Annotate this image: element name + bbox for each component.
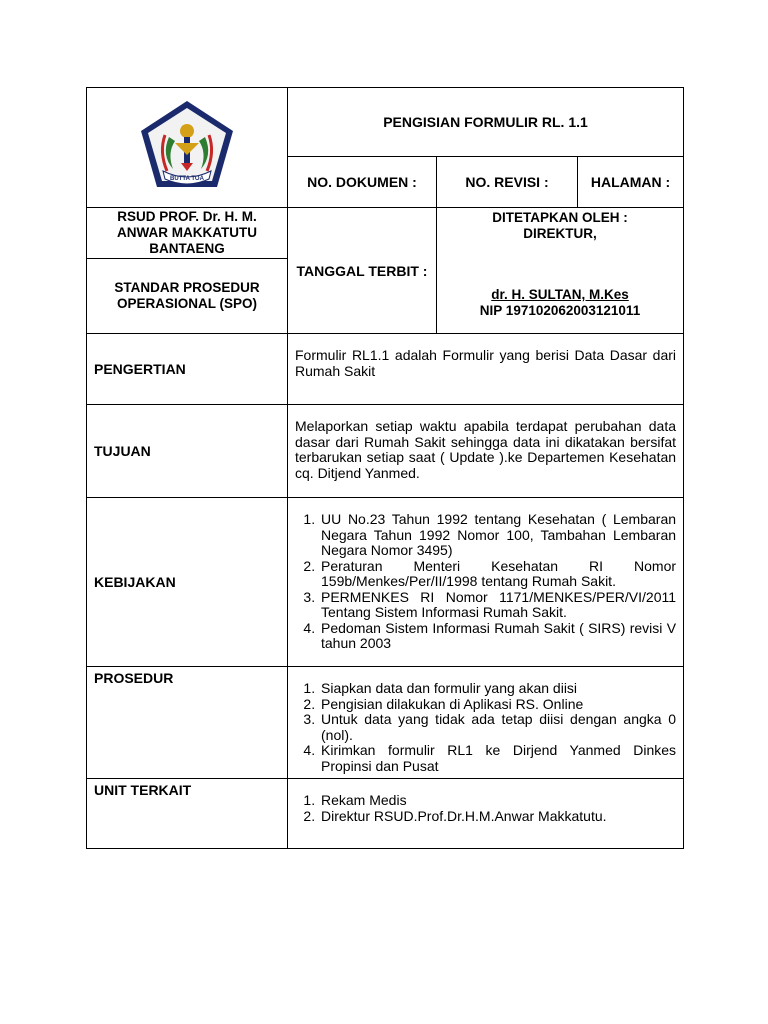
kebijakan-label: KEBIJAKAN: [87, 498, 288, 667]
director-nip: NIP 197102062003121011: [479, 303, 641, 318]
pengertian-label: PENGERTIAN: [87, 334, 288, 405]
signature-space: [437, 242, 683, 282]
list-item: 1. Rekam Medis: [319, 793, 676, 809]
ditetapkan-cell: [437, 208, 684, 334]
spo-title: [87, 259, 288, 334]
tanggal-terbit-label: TANGGAL TERBIT :: [288, 208, 437, 334]
unit-list-cell: [288, 779, 684, 849]
list-item: 1. Siapkan data dan formulir yang akan diisi: [319, 681, 676, 697]
list-item: 2. Peraturan Menteri Kesehatan RI Nomor 159b/Menkes/Per/II/1998 tentang Rumah Sakit.: [319, 559, 676, 590]
spo-line-2: OPERASIONAL (SPO): [116, 296, 258, 311]
kebijakan-list-cell: [288, 498, 684, 667]
prosedur-list-cell: [288, 667, 684, 779]
unit-terkait-list: [295, 793, 676, 824]
prosedur-list: [295, 681, 676, 774]
spo-line-1: STANDAR PROSEDUR: [114, 280, 260, 295]
tujuan-label: TUJUAN: [87, 405, 288, 498]
list-item: 4. Kirimkan formulir RL1 ke Dirjend Yanmed Dinkes Propinsi dan Pusat: [319, 743, 676, 774]
list-item: 3. PERMENKES RI Nomor 1171/MENKES/PER/VI/2011 Tentang Sistem Informasi Rumah Sakit.: [319, 590, 676, 621]
spo-document: [86, 87, 683, 849]
prosedur-label: PROSEDUR: [87, 667, 288, 779]
list-item: 2. Direktur RSUD.Prof.Dr.H.M.Anwar Makkatutu.: [319, 809, 676, 825]
list-item: 2. Pengisian dilakukan di Aplikasi RS. Online: [319, 697, 676, 713]
institution-line-3: BANTAENG: [149, 241, 225, 256]
ditetapkan-line-1: DITETAPKAN OLEH :: [492, 210, 628, 225]
spo-table: [86, 87, 684, 849]
ditetapkan-line-2: DIREKTUR,: [523, 226, 597, 241]
pengertian-text: Formulir RL1.1 adalah Formulir yang berisi Data Dasar dari Rumah Sakit: [288, 334, 684, 405]
institution-line-1: RSUD PROF. Dr. H. M.: [117, 209, 257, 224]
unit-terkait-label: UNIT TERKAIT: [87, 779, 288, 849]
halaman-label: HALAMAN :: [578, 157, 684, 208]
director-name: dr. H. SULTAN, M.Kes: [491, 287, 629, 302]
logo-cell: [87, 88, 288, 208]
no-revisi-label: NO. REVISI :: [437, 157, 578, 208]
institution-line-2: ANWAR MAKKATUTU: [117, 225, 257, 240]
no-dokumen-label: NO. DOKUMEN :: [288, 157, 437, 208]
list-item: 3. Untuk data yang tidak ada tetap diisi dengan angka 0 (nol).: [319, 712, 676, 743]
institution-name: [87, 208, 288, 259]
list-item: 4. Pedoman Sistem Informasi Rumah Sakit ( SIRS) revisi V tahun 2003: [319, 621, 676, 652]
svg-text:BUTTA TOA: BUTTA TOA: [170, 176, 204, 182]
tujuan-text: Melaporkan setiap waktu apabila terdapat perubahan data dasar dari Rumah Sakit sehingga data ini dikatakan bersifat terbarukan setiap saat ( Update ).ke Departemen Kesehatan cq. Ditjend Yanmed.: [288, 405, 684, 498]
document-title: PENGISIAN FORMULIR RL. 1.1: [288, 88, 684, 157]
hospital-logo-emblem: [137, 97, 237, 193]
list-item: 1. UU No.23 Tahun 1992 tentang Kesehatan ( Lembaran Negara Tahun 1992 Nomor 100, Tambahan Lembaran Negara Nomor 3495): [319, 512, 676, 559]
kebijakan-list: [295, 512, 676, 652]
